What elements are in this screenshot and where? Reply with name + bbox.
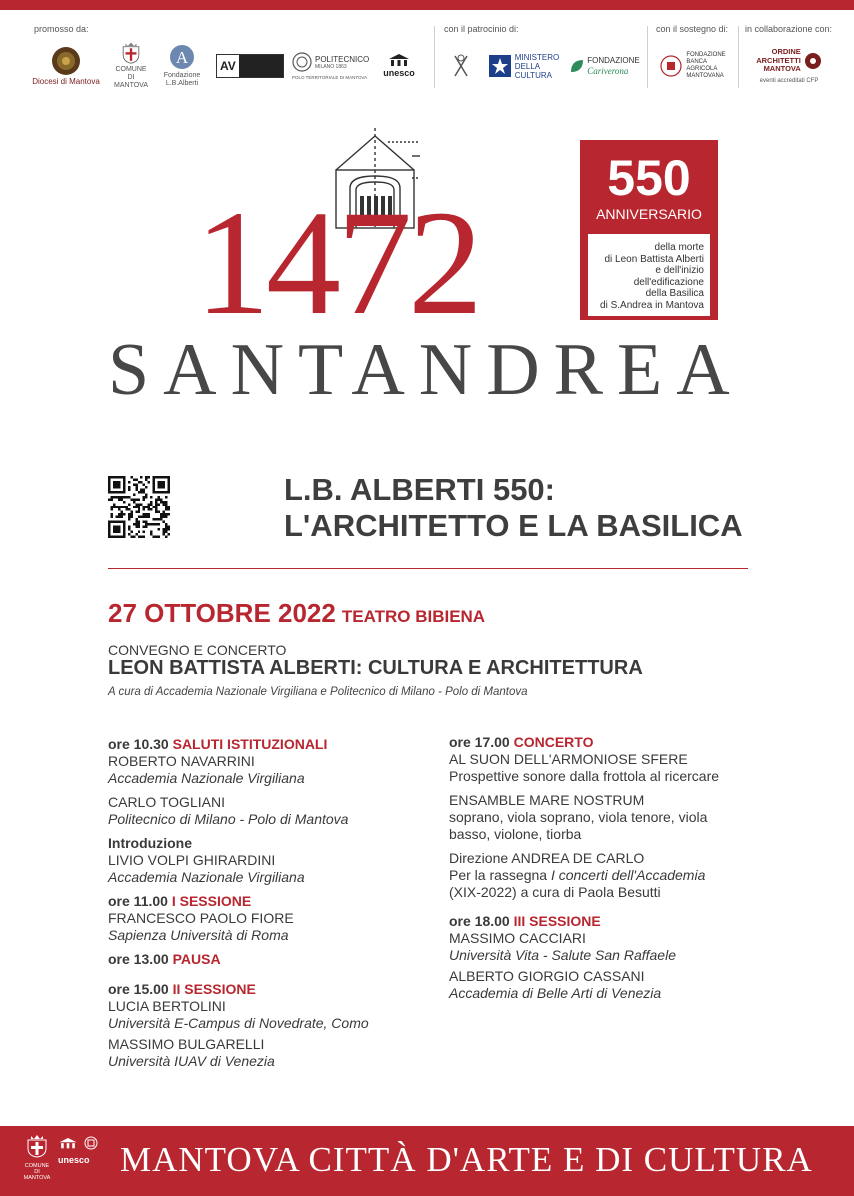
- label-patronage: con il patrocinio di:: [444, 24, 519, 34]
- banca-seal-icon: [660, 55, 682, 77]
- session-time: ore 17.00: [449, 734, 510, 750]
- speaker-name: LIVIO VOLPI GHIRARDINI: [108, 852, 276, 868]
- session-time: ore 18.00: [449, 913, 510, 929]
- politecnico-seal-icon: [292, 52, 312, 72]
- program-session: [449, 913, 769, 1002]
- politecnico-name: POLITECNICO: [315, 54, 370, 64]
- ministero-line: DELLA: [514, 61, 541, 71]
- badge-line: di S.Andrea in Mantova: [600, 299, 704, 311]
- badge-number: 550: [607, 150, 691, 206]
- label-support: con il sostegno di:: [656, 24, 729, 34]
- logo-comune: COMUNE DI MANTOVA: [112, 42, 150, 90]
- banca-line: MANTOVANA: [686, 73, 724, 79]
- speaker-name: MASSIMO CACCIARI: [449, 930, 586, 946]
- session-time: ore 15.00: [108, 981, 169, 997]
- concert-series: (XIX-2022) a cura di Paola Besutti: [449, 884, 661, 900]
- speaker-name: MASSIMO BULGARELLI: [108, 1036, 265, 1052]
- title-line-2: L'ARCHITETTO E LA BASILICA: [284, 508, 743, 543]
- program-session: [108, 835, 428, 886]
- speaker-affiliation: Accademia di Belle Arti di Venezia: [449, 985, 662, 1001]
- event-curated: A cura di Accademia Nazionale Virgiliana e Politecnico di Milano - Polo di Mantova: [108, 686, 528, 698]
- concert-title: AL SUON DELL'ARMONIOSE SFERE: [449, 751, 688, 767]
- hero-year: 1472: [195, 180, 479, 346]
- ordine-line: ARCHITETTI: [756, 55, 801, 65]
- speaker-affiliation: Accademia Nazionale Virgiliana: [108, 869, 305, 885]
- speaker-affiliation: Università E-Campus di Novedrate, Como: [108, 1015, 369, 1031]
- session-label: III SESSIONE: [513, 913, 601, 929]
- concert-subtitle: Prospettive sonore dalla frottola al ricercare: [449, 768, 720, 784]
- logo-vatican: [446, 42, 476, 90]
- badge-line: di Leon Battista Alberti: [604, 253, 704, 265]
- separator: [434, 26, 435, 88]
- politecnico-sub: MILANO 1863: [315, 63, 347, 70]
- banca-line: BANCA: [686, 59, 707, 65]
- program-session: [449, 734, 769, 785]
- cariverona-line: Cariverona: [587, 66, 629, 76]
- speaker-affiliation: Università IUAV di Venezia: [108, 1053, 275, 1069]
- top-bar: [0, 0, 854, 10]
- logo-diocesi: Diocesi di Mantova: [30, 42, 102, 90]
- speaker-name: ROBERTO NAVARRINI: [108, 753, 255, 769]
- cariverona-leaf-icon: [570, 59, 584, 73]
- event-subtitle: CONVEGNO E CONCERTO: [108, 642, 287, 658]
- badge-line: e dell'inizio: [655, 265, 704, 276]
- concert-series: Per la rassegna: [449, 867, 551, 883]
- badge-description-box: [588, 234, 710, 316]
- comune-crest-icon: [26, 1134, 48, 1158]
- session-time: ore 11.00: [108, 893, 168, 909]
- program-session: [108, 981, 428, 1070]
- ministero-star-icon: [489, 55, 511, 77]
- event-venue: TEATRO BIBIENA: [341, 607, 486, 626]
- footer-comune-caption: COMUNE DI MANTOVA: [23, 1163, 51, 1181]
- program-session: [108, 951, 428, 968]
- ensemble-instruments: soprano, viola soprano, viola tenore, viola: [449, 809, 708, 825]
- session-label: SALUTI ISTITUZIONALI: [172, 736, 328, 752]
- badge-line: della morte: [654, 242, 704, 253]
- politecnico-polo: POLO TERRITORIALE DI MANTOVA: [292, 75, 368, 80]
- program-right: [449, 734, 769, 1009]
- qr-code-icon: [108, 476, 170, 538]
- separator: [647, 26, 648, 88]
- label-collaboration: in collaborazione con:: [745, 24, 833, 34]
- session-label: CONCERTO: [513, 734, 594, 750]
- logo-ordine-architetti: [744, 42, 834, 90]
- cfp-note: eventi accreditati CFP: [759, 77, 819, 84]
- program-session: [108, 794, 428, 828]
- ordine-line: ORDINE: [771, 47, 801, 57]
- speaker-name: LUCIA BERTOLINI: [108, 998, 226, 1014]
- ordine-mark-icon: [804, 52, 822, 70]
- cariverona-line: FONDAZIONE: [587, 56, 640, 65]
- footer-logo-comune: [22, 1134, 52, 1181]
- session-time: ore 10.30: [108, 736, 169, 752]
- main-title: [284, 472, 743, 544]
- event-date-line: [108, 598, 485, 629]
- hero-name: SANTANDREA: [108, 329, 744, 411]
- av-mark: AV: [220, 59, 236, 73]
- concert-series-title: I concerti dell'Accademia: [550, 867, 706, 883]
- ministero-line: MINISTERO: [514, 52, 560, 62]
- speaker-name: FRANCESCO PAOLO FIORE: [108, 910, 294, 926]
- logo-unesco: [378, 42, 420, 90]
- speaker-affiliation: Sapienza Università di Roma: [108, 927, 289, 943]
- logo-banca-agricola: [653, 42, 733, 90]
- badge-line: dell'edificazione: [633, 276, 704, 288]
- keys-emblem-icon: [451, 54, 471, 78]
- event-title: LEON BATTISTA ALBERTI: CULTURA E ARCHITETTURA: [108, 657, 643, 679]
- world-heritage-icon: [84, 1136, 98, 1150]
- logo-av: [216, 42, 284, 90]
- unesco-word: unesco: [383, 68, 415, 78]
- session-label: PAUSA: [172, 951, 221, 967]
- session-time: ore 13.00: [108, 951, 169, 967]
- label-promoted: promosso da:: [34, 24, 89, 34]
- alberti-a-icon: [169, 44, 195, 70]
- ordine-line: MANTOVA: [763, 64, 801, 74]
- session-label: Introduzione: [108, 835, 192, 851]
- separator: [738, 26, 739, 88]
- anniversary-badge: [580, 140, 718, 320]
- program-left: [108, 736, 428, 1077]
- banca-line: FONDAZIONE: [686, 52, 726, 58]
- unesco-temple-icon: [388, 54, 410, 68]
- qr-code[interactable]: [108, 476, 170, 543]
- svg-text:A: A: [175, 48, 189, 67]
- footer-unesco-word: unesco: [58, 1155, 90, 1165]
- speaker-affiliation: Università Vita - Salute San Raffaele: [449, 947, 676, 963]
- program-session: [108, 893, 428, 944]
- badge-word: ANNIVERSARIO: [596, 206, 702, 222]
- speaker-name: ALBERTO GIORGIO CASSANI: [449, 968, 645, 984]
- banca-line: AGRICOLA: [686, 66, 718, 72]
- concert-director: Direzione ANDREA DE CARLO: [449, 850, 645, 866]
- footer-bar: [0, 1126, 854, 1196]
- logo-fondazione-alberti: A Fondazione L.B.Alberti: [160, 42, 204, 90]
- logo-politecnico: [292, 42, 370, 90]
- badge-description: [600, 242, 704, 311]
- session-label: I SESSIONE: [171, 893, 252, 909]
- unesco-temple-icon: [58, 1138, 78, 1150]
- logo-ministero: [488, 42, 560, 90]
- program-session: [108, 736, 428, 787]
- program-session: [449, 792, 769, 843]
- ensemble-name: ENSAMBLE MARE NOSTRUM: [449, 792, 645, 808]
- speaker-affiliation: Politecnico di Milano - Polo di Mantova: [108, 811, 349, 827]
- session-label: II SESSIONE: [172, 981, 256, 997]
- event-date: 27 OTTOBRE 2022: [108, 598, 336, 628]
- divider: [108, 568, 748, 569]
- diocesi-seal-icon: [51, 46, 81, 76]
- program-session: [449, 850, 769, 901]
- badge-line: della Basilica: [645, 288, 704, 299]
- speaker-name: CARLO TOGLIANI: [108, 794, 225, 810]
- footer-slogan: MANTOVA CITTÀ D'ARTE E DI CULTURA: [120, 1140, 813, 1179]
- speaker-affiliation: Accademia Nazionale Virgiliana: [108, 770, 305, 786]
- title-line-1: L.B. ALBERTI 550:: [284, 472, 555, 507]
- logo-cariverona: [570, 42, 640, 90]
- ensemble-instruments: basso, violone, tiorba: [449, 826, 582, 842]
- comune-crest-icon: [119, 42, 143, 64]
- ministero-line: CULTURA: [514, 70, 552, 80]
- footer-logo-unesco: [58, 1136, 102, 1165]
